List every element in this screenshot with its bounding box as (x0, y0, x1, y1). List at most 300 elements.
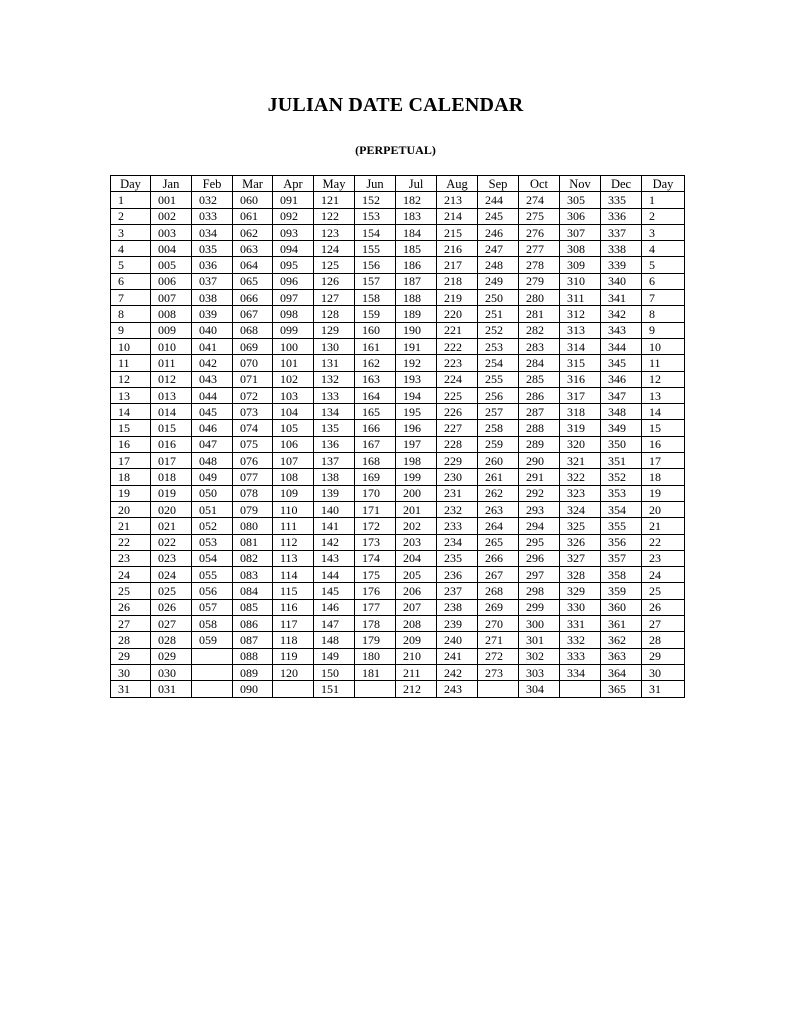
table-cell: 14 (111, 404, 151, 420)
table-cell: 053 (192, 534, 233, 550)
table-cell: 253 (478, 338, 519, 354)
table-cell: 088 (233, 648, 273, 664)
table-row (111, 648, 685, 664)
table-cell: 7 (642, 290, 685, 306)
table-cell: 069 (233, 338, 273, 354)
table-cell: 316 (560, 371, 601, 387)
table-cell: 233 (437, 518, 478, 534)
table-cell (273, 681, 314, 697)
table-cell: 12 (111, 371, 151, 387)
table-cell: 223 (437, 355, 478, 371)
table-cell: 283 (519, 338, 560, 354)
table-cell: 291 (519, 469, 560, 485)
table-cell: 157 (355, 273, 396, 289)
table-cell: 6 (642, 273, 685, 289)
table-cell: 190 (396, 322, 437, 338)
table-cell: 348 (601, 404, 642, 420)
table-cell: 349 (601, 420, 642, 436)
table-cell: 293 (519, 501, 560, 517)
table-row (111, 306, 685, 322)
table-cell: 24 (642, 567, 685, 583)
table-cell: 148 (314, 632, 355, 648)
table-cell: 268 (478, 583, 519, 599)
table-cell: 4 (111, 241, 151, 257)
table-row (111, 681, 685, 697)
table-cell: 22 (111, 534, 151, 550)
table-cell: 6 (111, 273, 151, 289)
table-cell: 351 (601, 453, 642, 469)
table-cell: 062 (233, 224, 273, 240)
table-cell: 250 (478, 290, 519, 306)
table-cell: 001 (151, 192, 192, 208)
table-cell: 354 (601, 501, 642, 517)
table-cell: 106 (273, 436, 314, 452)
column-header: Feb (192, 176, 233, 192)
table-cell: 086 (233, 616, 273, 632)
table-cell: 284 (519, 355, 560, 371)
table-cell: 182 (396, 192, 437, 208)
table-cell: 262 (478, 485, 519, 501)
table-cell: 083 (233, 567, 273, 583)
table-cell: 234 (437, 534, 478, 550)
table-cell: 121 (314, 192, 355, 208)
table-cell: 238 (437, 599, 478, 615)
table-cell: 126 (314, 273, 355, 289)
table-cell: 31 (642, 681, 685, 697)
table-cell: 097 (273, 290, 314, 306)
table-cell: 332 (560, 632, 601, 648)
table-cell: 147 (314, 616, 355, 632)
table-cell: 166 (355, 420, 396, 436)
table-cell: 186 (396, 257, 437, 273)
table-cell: 350 (601, 436, 642, 452)
table-cell: 311 (560, 290, 601, 306)
table-cell: 272 (478, 648, 519, 664)
table-cell: 1 (642, 192, 685, 208)
table-cell: 30 (111, 664, 151, 680)
table-cell: 20 (111, 501, 151, 517)
table-cell: 13 (111, 387, 151, 403)
table-cell: 143 (314, 550, 355, 566)
table-cell: 048 (192, 453, 233, 469)
table-cell: 26 (111, 599, 151, 615)
table-cell: 067 (233, 306, 273, 322)
table-cell: 027 (151, 616, 192, 632)
table-cell: 27 (642, 616, 685, 632)
table-cell: 024 (151, 567, 192, 583)
table-cell: 8 (642, 306, 685, 322)
table-cell: 011 (151, 355, 192, 371)
table-cell: 258 (478, 420, 519, 436)
table-cell: 205 (396, 567, 437, 583)
table-cell: 278 (519, 257, 560, 273)
table-cell: 230 (437, 469, 478, 485)
page-subtitle: (PERPETUAL) (355, 143, 436, 157)
table-cell: 209 (396, 632, 437, 648)
table-cell: 326 (560, 534, 601, 550)
table-cell: 003 (151, 224, 192, 240)
table-cell: 052 (192, 518, 233, 534)
table-cell: 248 (478, 257, 519, 273)
table-cell: 321 (560, 453, 601, 469)
table-cell (192, 681, 233, 697)
table-cell: 10 (111, 338, 151, 354)
table-cell: 091 (273, 192, 314, 208)
table-cell: 128 (314, 306, 355, 322)
table-cell: 266 (478, 550, 519, 566)
table-cell: 11 (111, 355, 151, 371)
table-cell: 064 (233, 257, 273, 273)
table-cell: 22 (642, 534, 685, 550)
table-cell: 21 (111, 518, 151, 534)
table-cell: 108 (273, 469, 314, 485)
table-cell: 356 (601, 534, 642, 550)
table-cell: 26 (642, 599, 685, 615)
table-cell: 313 (560, 322, 601, 338)
table-cell: 251 (478, 306, 519, 322)
table-row (111, 453, 685, 469)
table-cell: 252 (478, 322, 519, 338)
table-cell: 130 (314, 338, 355, 354)
table-cell: 100 (273, 338, 314, 354)
table-cell: 014 (151, 404, 192, 420)
table-cell: 290 (519, 453, 560, 469)
table-cell: 12 (642, 371, 685, 387)
column-header: Sep (478, 176, 519, 192)
table-cell: 211 (396, 664, 437, 680)
table-cell: 302 (519, 648, 560, 664)
table-cell: 273 (478, 664, 519, 680)
table-cell: 305 (560, 192, 601, 208)
table-row (111, 355, 685, 371)
table-cell: 11 (642, 355, 685, 371)
table-cell: 140 (314, 501, 355, 517)
table-cell: 065 (233, 273, 273, 289)
table-cell: 194 (396, 387, 437, 403)
table-cell: 125 (314, 257, 355, 273)
table-cell: 336 (601, 208, 642, 224)
table-cell: 124 (314, 241, 355, 257)
table-cell: 042 (192, 355, 233, 371)
table-cell: 150 (314, 664, 355, 680)
table-cell: 169 (355, 469, 396, 485)
table-cell: 198 (396, 453, 437, 469)
table-row (111, 599, 685, 615)
table-cell: 137 (314, 453, 355, 469)
table-cell: 14 (642, 404, 685, 420)
table-cell: 307 (560, 224, 601, 240)
table-cell: 172 (355, 518, 396, 534)
table-row (111, 616, 685, 632)
table-row (111, 583, 685, 599)
table-cell: 9 (642, 322, 685, 338)
table-cell: 047 (192, 436, 233, 452)
table-cell: 162 (355, 355, 396, 371)
table-cell: 145 (314, 583, 355, 599)
table-cell: 049 (192, 469, 233, 485)
table-cell: 5 (111, 257, 151, 273)
table-cell: 002 (151, 208, 192, 224)
table-cell: 063 (233, 241, 273, 257)
table-cell: 149 (314, 648, 355, 664)
table-cell: 070 (233, 355, 273, 371)
table-cell: 16 (642, 436, 685, 452)
table-cell: 115 (273, 583, 314, 599)
table-cell: 1 (111, 192, 151, 208)
table-row (111, 469, 685, 485)
table-cell: 077 (233, 469, 273, 485)
table-cell: 276 (519, 224, 560, 240)
table-cell: 4 (642, 241, 685, 257)
table-cell: 004 (151, 241, 192, 257)
table-cell: 071 (233, 371, 273, 387)
table-cell: 28 (111, 632, 151, 648)
table-cell: 235 (437, 550, 478, 566)
table-cell: 075 (233, 436, 273, 452)
table-cell: 105 (273, 420, 314, 436)
table-cell: 050 (192, 485, 233, 501)
column-header: May (314, 176, 355, 192)
table-cell: 180 (355, 648, 396, 664)
table-cell: 341 (601, 290, 642, 306)
table-cell: 270 (478, 616, 519, 632)
table-cell: 254 (478, 355, 519, 371)
table-cell: 165 (355, 404, 396, 420)
table-cell: 267 (478, 567, 519, 583)
table-cell: 151 (314, 681, 355, 697)
table-row (111, 241, 685, 257)
table-cell: 043 (192, 371, 233, 387)
table-cell: 111 (273, 518, 314, 534)
julian-date-table (110, 175, 685, 698)
table-cell: 28 (642, 632, 685, 648)
table-cell: 096 (273, 273, 314, 289)
table-row (111, 290, 685, 306)
table-cell: 247 (478, 241, 519, 257)
table-cell: 035 (192, 241, 233, 257)
table-cell: 161 (355, 338, 396, 354)
table-cell: 090 (233, 681, 273, 697)
table-cell: 232 (437, 501, 478, 517)
table-cell: 133 (314, 387, 355, 403)
table-cell: 237 (437, 583, 478, 599)
table-cell: 005 (151, 257, 192, 273)
table-cell: 231 (437, 485, 478, 501)
table-cell: 249 (478, 273, 519, 289)
table-cell: 155 (355, 241, 396, 257)
table-cell: 116 (273, 599, 314, 615)
table-cell: 068 (233, 322, 273, 338)
table-cell: 362 (601, 632, 642, 648)
table-row (111, 371, 685, 387)
table-cell: 241 (437, 648, 478, 664)
table-cell: 110 (273, 501, 314, 517)
table-cell: 292 (519, 485, 560, 501)
table-cell (478, 681, 519, 697)
table-cell: 16 (111, 436, 151, 452)
table-cell: 303 (519, 664, 560, 680)
table-cell: 199 (396, 469, 437, 485)
table-cell: 243 (437, 681, 478, 697)
table-cell: 008 (151, 306, 192, 322)
table-cell: 340 (601, 273, 642, 289)
table-row (111, 485, 685, 501)
table-row (111, 338, 685, 354)
table-cell: 359 (601, 583, 642, 599)
table-cell: 255 (478, 371, 519, 387)
table-cell: 181 (355, 664, 396, 680)
table-cell: 310 (560, 273, 601, 289)
table-cell: 353 (601, 485, 642, 501)
table-cell: 160 (355, 322, 396, 338)
table-cell: 168 (355, 453, 396, 469)
table-cell: 264 (478, 518, 519, 534)
table-cell: 225 (437, 387, 478, 403)
table-cell: 201 (396, 501, 437, 517)
table-cell: 275 (519, 208, 560, 224)
table-cell: 325 (560, 518, 601, 534)
table-cell: 317 (560, 387, 601, 403)
table-cell: 084 (233, 583, 273, 599)
table-cell: 009 (151, 322, 192, 338)
table-cell: 330 (560, 599, 601, 615)
table-cell: 196 (396, 420, 437, 436)
table-row (111, 192, 685, 208)
table-cell: 269 (478, 599, 519, 615)
table-cell: 271 (478, 632, 519, 648)
table-row (111, 387, 685, 403)
table-cell: 059 (192, 632, 233, 648)
table-cell: 17 (111, 453, 151, 469)
table-cell: 214 (437, 208, 478, 224)
table-cell: 25 (111, 583, 151, 599)
table-cell: 257 (478, 404, 519, 420)
table-row (111, 534, 685, 550)
table-cell: 208 (396, 616, 437, 632)
table-cell: 123 (314, 224, 355, 240)
table-cell: 087 (233, 632, 273, 648)
table-cell: 334 (560, 664, 601, 680)
table-cell: 036 (192, 257, 233, 273)
table-cell: 030 (151, 664, 192, 680)
table-cell: 019 (151, 485, 192, 501)
table-cell: 131 (314, 355, 355, 371)
table-cell: 315 (560, 355, 601, 371)
table-cell: 5 (642, 257, 685, 273)
table-cell: 081 (233, 534, 273, 550)
column-header: Apr (273, 176, 314, 192)
table-cell: 298 (519, 583, 560, 599)
table-cell: 060 (233, 192, 273, 208)
table-cell: 3 (111, 224, 151, 240)
table-cell: 328 (560, 567, 601, 583)
table-cell: 361 (601, 616, 642, 632)
table-cell: 25 (642, 583, 685, 599)
table-cell: 355 (601, 518, 642, 534)
table-cell: 175 (355, 567, 396, 583)
table-cell: 308 (560, 241, 601, 257)
table-cell: 324 (560, 501, 601, 517)
table-cell: 281 (519, 306, 560, 322)
table-cell: 212 (396, 681, 437, 697)
column-header: Dec (601, 176, 642, 192)
table-cell: 338 (601, 241, 642, 257)
table-cell (355, 681, 396, 697)
table-cell: 015 (151, 420, 192, 436)
table-cell: 039 (192, 306, 233, 322)
table-cell: 282 (519, 322, 560, 338)
table-cell: 244 (478, 192, 519, 208)
table-cell: 167 (355, 436, 396, 452)
table-cell: 220 (437, 306, 478, 322)
table-cell: 078 (233, 485, 273, 501)
table-cell: 300 (519, 616, 560, 632)
table-cell: 058 (192, 616, 233, 632)
table-cell: 188 (396, 290, 437, 306)
table-cell: 203 (396, 534, 437, 550)
table-cell: 016 (151, 436, 192, 452)
page-title: JULIAN DATE CALENDAR (267, 94, 524, 116)
table-row (111, 436, 685, 452)
table-cell: 240 (437, 632, 478, 648)
table-cell: 306 (560, 208, 601, 224)
table-cell: 033 (192, 208, 233, 224)
table-body (111, 192, 685, 697)
table-cell: 073 (233, 404, 273, 420)
table-cell: 331 (560, 616, 601, 632)
table-cell: 032 (192, 192, 233, 208)
column-header: Jan (151, 176, 192, 192)
table-cell: 357 (601, 550, 642, 566)
table-cell: 040 (192, 322, 233, 338)
table-cell: 177 (355, 599, 396, 615)
table-cell: 222 (437, 338, 478, 354)
table-cell: 135 (314, 420, 355, 436)
table-cell: 010 (151, 338, 192, 354)
table-cell: 153 (355, 208, 396, 224)
table-cell: 345 (601, 355, 642, 371)
table-cell: 346 (601, 371, 642, 387)
table-cell: 18 (642, 469, 685, 485)
table-cell: 066 (233, 290, 273, 306)
table-header-row (111, 176, 685, 192)
table-cell: 20 (642, 501, 685, 517)
table-cell: 259 (478, 436, 519, 452)
table-cell: 339 (601, 257, 642, 273)
table-cell: 329 (560, 583, 601, 599)
table-cell: 314 (560, 338, 601, 354)
table-cell: 095 (273, 257, 314, 273)
table-cell: 006 (151, 273, 192, 289)
table-cell: 025 (151, 583, 192, 599)
table-cell: 218 (437, 273, 478, 289)
table-cell: 288 (519, 420, 560, 436)
table-cell: 265 (478, 534, 519, 550)
table-cell: 134 (314, 404, 355, 420)
table-cell: 045 (192, 404, 233, 420)
table-row (111, 632, 685, 648)
table-cell: 10 (642, 338, 685, 354)
table-cell: 103 (273, 387, 314, 403)
table-cell: 017 (151, 453, 192, 469)
table-cell: 31 (111, 681, 151, 697)
column-header: Oct (519, 176, 560, 192)
table-cell: 173 (355, 534, 396, 550)
table-cell: 197 (396, 436, 437, 452)
table-cell: 146 (314, 599, 355, 615)
table-row (111, 273, 685, 289)
table-cell: 044 (192, 387, 233, 403)
